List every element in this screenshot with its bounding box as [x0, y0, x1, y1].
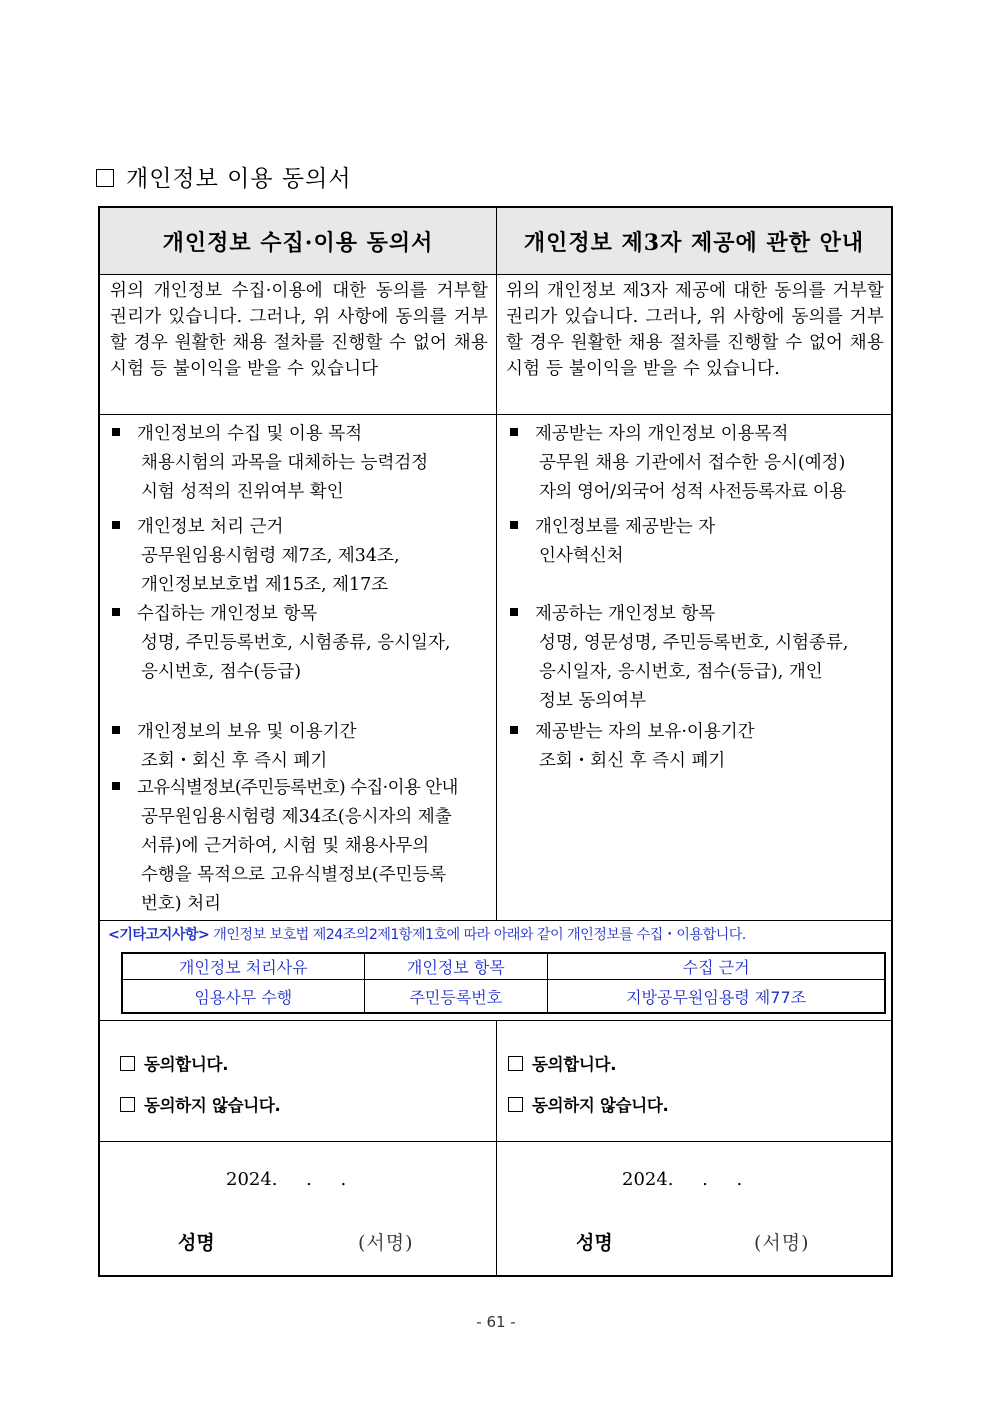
- checkbox-icon[interactable]: [120, 1056, 135, 1071]
- right-name-label: 성명: [576, 1232, 613, 1254]
- checkbox-label: 동의하지 않습니다.: [144, 1096, 281, 1115]
- bullet-icon: [112, 726, 120, 734]
- notice-text: 개인정보 보호법 제24조의2제1항제1호에 따라 아래와 같이 개인정보를 수집・이용합니다.: [209, 927, 746, 943]
- column-divider: [496, 208, 497, 920]
- bullet-icon: [510, 521, 518, 529]
- item-line: 정보 동의여부: [539, 691, 646, 711]
- right-item: [510, 513, 890, 571]
- checkbox-icon[interactable]: [120, 1097, 135, 1112]
- checkbox-label: 동의하지 않습니다.: [532, 1096, 669, 1115]
- bullet-icon: [112, 428, 120, 436]
- left-item: [112, 513, 492, 600]
- item-line: 공무원 채용 기관에서 접수한 응시(예정): [539, 453, 846, 473]
- item-line: 시험 성적의 진위여부 확인: [141, 482, 344, 502]
- item-heading: 고유식별정보(주민등록번호) 수집·이용 안내: [137, 778, 458, 798]
- notice-table: [121, 952, 886, 1014]
- notice-table-header: 개인정보 항목: [364, 953, 548, 980]
- item-line: 자의 영어/외국어 성적 사전등록자료 이용: [539, 482, 846, 502]
- item-line: 조회・회신 후 즉시 폐기: [539, 751, 726, 771]
- checkbox-icon[interactable]: [508, 1097, 523, 1112]
- other-notice: [108, 924, 888, 944]
- left-sign-field[interactable]: (서명): [358, 1232, 414, 1254]
- document-title-text: 개인정보 이용 동의서: [126, 166, 352, 192]
- item-heading: 수집하는 개인정보 항목: [137, 604, 318, 624]
- notice-table-cell: 지방공무원임용령 제77조: [548, 980, 885, 1014]
- item-heading: 개인정보의 보유 및 이용기간: [137, 722, 357, 742]
- item-line: 인사혁신처: [539, 546, 624, 566]
- checkbox-label: 동의합니다.: [144, 1055, 229, 1074]
- item-line: 응시번호, 점수(등급): [141, 662, 302, 682]
- left-date: 2024. . .: [226, 1169, 347, 1190]
- item-line: 개인정보보호법 제15조, 제17조: [141, 575, 389, 595]
- left-header: 개인정보 수집·이용 동의서: [100, 208, 496, 274]
- bullet-icon: [510, 726, 518, 734]
- right-agree-checkbox[interactable]: [508, 1051, 616, 1075]
- item-heading: 제공받는 자의 개인정보 이용목적: [535, 424, 789, 444]
- left-item: [112, 420, 492, 507]
- left-disagree-checkbox[interactable]: [120, 1092, 281, 1116]
- notice-table-cell: 주민등록번호: [364, 980, 548, 1014]
- right-disagree-checkbox[interactable]: [508, 1092, 669, 1116]
- left-intro: 위의 개인정보 수집·이용에 대한 동의를 거부할 권리가 있습니다. 그러나, 위 사항에 동의를 거부할 경우 원활한 채용 절차를 진행할 수 없어 채용시험 등 불이익을 받을 수 있습니다: [110, 281, 488, 379]
- square-bullet-icon: [96, 169, 114, 187]
- item-heading: 개인정보를 제공받는 자: [535, 517, 716, 537]
- item-heading: 제공받는 자의 보유·이용기간: [535, 722, 755, 742]
- bullet-icon: [112, 782, 120, 790]
- left-agree-checkbox[interactable]: [120, 1051, 228, 1075]
- item-line: 성명, 영문성명, 주민등록번호, 시험종류,: [539, 633, 849, 653]
- item-line: 수행을 목적으로 고유식별정보(주민등록: [141, 865, 447, 885]
- item-heading: 개인정보의 수집 및 이용 목적: [137, 424, 363, 444]
- bullet-icon: [510, 608, 518, 616]
- item-line: 공무원임용시험령 제34조(응시자의 제출: [141, 807, 452, 827]
- notice-table-header: 개인정보 처리사유: [122, 953, 364, 980]
- right-intro: 위의 개인정보 제3자 제공에 대한 동의를 거부할 권리가 있습니다. 그러나, 위 사항에 동의를 거부할 경우 원활한 채용 절차를 진행할 수 없어 채용시험 등 불이익을 받을 수 있습니다.: [506, 281, 884, 379]
- left-item: [112, 718, 492, 776]
- item-line: 공무원임용시험령 제7조, 제34조,: [141, 546, 400, 566]
- right-sign-field[interactable]: (서명): [754, 1232, 810, 1254]
- consent-form-table: [98, 206, 893, 1277]
- column-divider: [496, 1020, 497, 1275]
- checkbox-label: 동의합니다.: [532, 1055, 617, 1074]
- bullet-icon: [510, 428, 518, 436]
- bullet-icon: [112, 608, 120, 616]
- notice-label: <기타고지사항>: [108, 927, 210, 943]
- notice-table-header: 수집 근거: [548, 953, 885, 980]
- checkbox-icon[interactable]: [508, 1056, 523, 1071]
- right-item: [510, 718, 890, 776]
- document-title: [96, 160, 352, 193]
- right-item: [510, 420, 890, 507]
- item-line: 성명, 주민등록번호, 시험종류, 응시일자,: [141, 633, 451, 653]
- right-item: [510, 600, 890, 716]
- item-line: 채용시험의 과목을 대체하는 능력검정: [141, 453, 429, 473]
- item-line: 번호) 처리: [141, 894, 222, 914]
- item-heading: 개인정보 처리 근거: [137, 517, 284, 537]
- divider: [100, 920, 891, 921]
- notice-table-cell: 임용사무 수행: [122, 980, 364, 1014]
- bullet-icon: [112, 521, 120, 529]
- left-item: [112, 774, 492, 919]
- item-line: 조회・회신 후 즉시 폐기: [141, 751, 328, 771]
- item-line: 서류)에 근거하여, 시험 및 채용사무의: [141, 836, 430, 856]
- item-line: 응시일자, 응시번호, 점수(등급), 개인: [539, 662, 823, 682]
- left-item: [112, 600, 492, 687]
- right-date: 2024. . .: [622, 1169, 743, 1190]
- item-heading: 제공하는 개인정보 항목: [535, 604, 716, 624]
- page-number: - 61 -: [476, 1313, 516, 1331]
- right-header: 개인정보 제3자 제공에 관한 안내: [497, 208, 891, 274]
- left-name-label: 성명: [178, 1232, 215, 1254]
